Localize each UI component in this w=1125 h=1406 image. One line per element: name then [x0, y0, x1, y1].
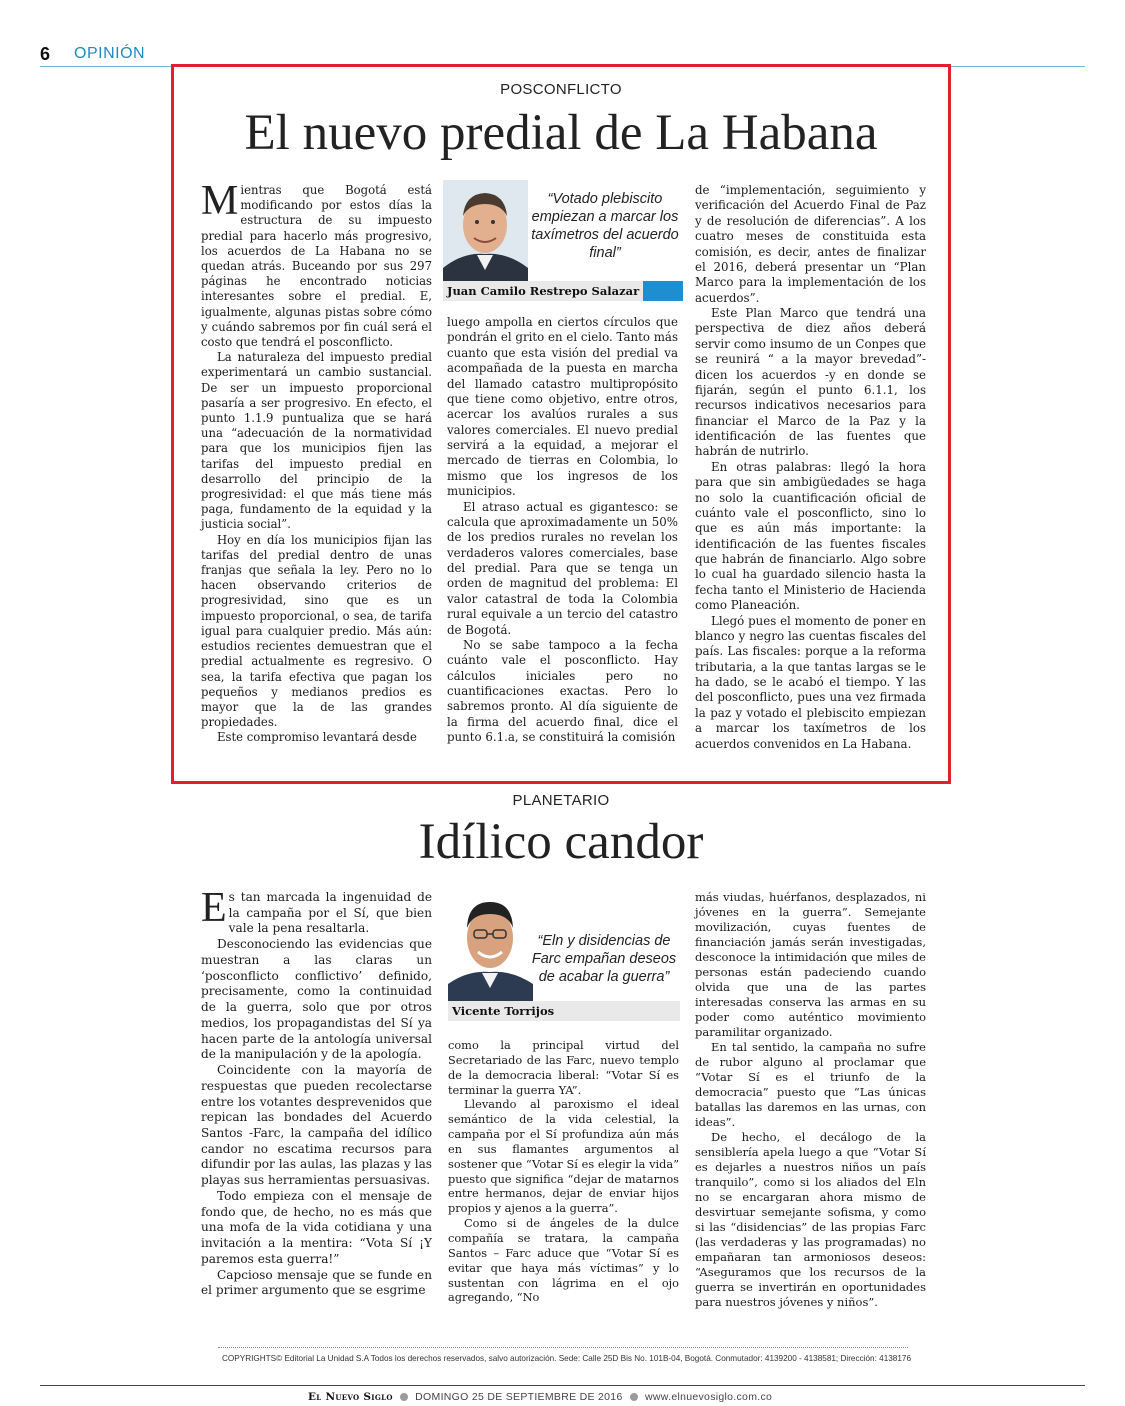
paragraph: Como si de ángeles de la dulce compañía se tratara, la campaña Santos – Farc aduce que “Votar Sí es evitar que haya más víctimas” y lo sustentan con lágrima en el ojo agregando, “No [448, 1216, 679, 1305]
footer-divider [218, 1347, 908, 1348]
pull-quote: “Eln y disidencias de Farc empañan deseos de acabar la guerra” [531, 933, 677, 985]
bottom-rule [40, 1385, 1085, 1386]
paragraph: En otras palabras: llegó la hora para que sin ambigüedades se haga no solo la cuantificación oficial de cuánto vale el posconflicto, sino lo que es aún más importante: la identificación de las fuentes fiscales que habrán de financiarlo. Algo sobre lo cual ha guardado silencio hasta la fecha tanto el Ministerio de Hacienda como Planeación. [695, 459, 926, 613]
article1-kicker: POSCONFLICTO [500, 81, 622, 98]
author-byline [443, 281, 683, 301]
paragraph: De hecho, el decálogo de la sensiblería apela luego a que “Votar Sí es dejarles a nuestros niños un país tranquilo”, como si los aliados del Eln no se encargaran ahora mismo de desvirtuar semejante sofisma, y como si las “disidencias” de las propias Farc (las verdaderas y las programadas) no empañaran tan armoniosos deseos: “Aseguramos que los recursos de la guerra se invertirán en oportunidades para nuestros jóvenes y niños”. [695, 1130, 926, 1310]
paragraph: Este compromiso levantará desde [217, 730, 417, 745]
paragraph: Llevando al paroxismo el ideal semántico de la vida celestial, la campaña por el Sí profundiza aún más en sus flamantes argumentos al sostener que “Votar Sí es elegir la vida” puesto que significa “dejar de matarnos entre hermanos, dejar de enviar hijos propios y ajenos a la guerra”. [448, 1097, 679, 1216]
article2-author-box [448, 888, 680, 1024]
author-name: Juan Camilo Restrepo Salazar [447, 284, 640, 298]
paragraph: Desconociendo las evidencias que muestran a las claras un ‘posconflicto conflictivo’ definido, precisamente, como la continuidad de la guerra, solo que por otros medios, los propagandistas del Sí ya hacen parte de la antología universal de la manipulación y de la apología. [201, 937, 432, 1062]
paragraph: como la principal virtud del Secretariado de las Farc, nuevo templo de la democracia liberal: “Votar Sí es terminar la guerra YA”. [448, 1038, 679, 1097]
article2-headline: Idílico candor [418, 814, 704, 870]
paragraph: Llegó pues el momento de poner en blanco y negro las cuentas fiscales del país. Las fiscales: porque a la reforma tributaria, a la que tantas largas se le ha dado, se le acabó el tiempo. Y las del posconflicto, pues una vez firmada la paz y votado el plebiscito empiezan a marcar los taxímetros de los acuerdos convenidos en La Habana. [695, 613, 926, 751]
article1-author-box [443, 180, 683, 300]
newspaper-brand: El Nuevo Siglo [308, 1391, 393, 1403]
website-url: www.elnuevosiglo.com.co [645, 1391, 773, 1403]
article2-column-3 [695, 890, 926, 1310]
byline-accent-bar [643, 281, 683, 301]
page-number: 6 [40, 44, 51, 64]
paragraph: más viudas, huérfanos, desplazados, ni jóvenes en la guerra”. Semejante movilización, cuyas fuentes de financiación jamás serán investigadas, desconoce la intimidación que miles de personas están padeciendo cuando olvida que una de las partes interesadas conserva las armas en su poder como auténtico movimiento paramilitar organizado. [695, 890, 926, 1040]
paragraph: No se sabe tampoco a la fecha cuánto vale el posconflicto. Hay cálculos iniciales pero no cuantificaciones exactas. Pero lo sabremos pronto. Al día siguiente de la firma del acuerdo final, dice el punto 6.1.a, se constituirá la comisión [447, 637, 678, 745]
paragraph: El atraso actual es gigantesco: se calcula que aproximadamente un 50% de los predios rurales no revelan los verdaderos valores comerciales, base del predial. Para que se tenga un orden de magnitud del problema: El valor catastral de toda la Colombia rural equivale a un tercio del catastro de Bogotá. [447, 499, 678, 637]
drop-cap: M [201, 178, 239, 224]
bullet-icon [630, 1393, 638, 1401]
copyright-notice: COPYRIGHTS© Editorial La Unidad S.A Todos los derechos reservados, salvo autorización. Sede: Calle 25D Bis No. 101B-04, Bogotá. Conmutador: 4139200 - 4138581; Dirección: 4138176 [222, 1354, 912, 1363]
article1-headline: El nuevo predial de La Habana [244, 105, 878, 161]
paragraph: Coincidente con la mayoría de respuestas que pueden recolectarse entre los votantes desprevenidos que repican las bondades del Acuerdo Santos -Farc, la campaña del idílico candor no escatima recursos para difundir por las aulas, las plazas y las playas sus herramientas persuasivas. [201, 1063, 432, 1188]
article2-column-2 [448, 1038, 679, 1305]
article1-column-3 [695, 183, 926, 752]
author-photo [443, 180, 528, 285]
paragraph: En tal sentido, la campaña no sufre de rubor alguno al proclamar que “Votar Sí es el triunfo de la democracia” puesto que “Las únicas batallas las daremos en las urnas, con ideas”. [695, 1040, 926, 1130]
bullet-icon [400, 1393, 408, 1401]
article2-kicker: PLANETARIO [512, 792, 610, 809]
paragraph: Hoy en día los municipios fijan las tarifas del predial dentro de unas franjas que señala la ley. Pero no lo hacen observando criterios de progresividad, sino que es un impuesto proporcional, o sea, de tarifa igual para cualquier predio. Más aún: estudios recientes demuestran que el predial actualmente es regresivo. O sea, la tarifa efectiva que pagan los pequeños y medianos predios es mayor que la de las grandes propiedades. [201, 532, 432, 730]
publication-date: DOMINGO 25 DE SEPTIEMBRE DE 2016 [415, 1391, 623, 1403]
author-name: Vicente Torrijos [452, 1004, 555, 1018]
paragraph: Este Plan Marco que tendrá una perspectiva de diez años deberá servir como insumo de un Conpes que se reunirá “ a la mayor brevedad”- dicen los acuerdos -y en donde se fijarán, según el punto 6.1.1, los recursos indicativos necesarios para financiar el Marco de la Paz y la identificación de las fuentes que habrán de nutrirlo. [695, 306, 926, 459]
paragraph: La naturaleza del impuesto predial experimentará un cambio sustancial. De ser un impuesto proporcional pasaría a ser progresivo. En efecto, el punto 1.1.9 puntualiza que se hará una “adecuación de la normatividad para que los municipios fijen las tarifas del impuesto predial en desarrollo del principio de la progresividad: el que más tiene más paga, fundamento de la equidad y la justicia social”. [201, 350, 432, 532]
paragraph: de “implementación, seguimiento y verificación del Acuerdo Final de Paz y de resolución de diferencias”. A los cuatro meses de constituida esta comisión, es decir, antes de finalizar el 2016, deberá presentar un “Plan Marco para la implementación de los acuerdos”. [695, 183, 926, 305]
author-photo [448, 888, 533, 1003]
article1-column-2 [447, 315, 678, 746]
bottom-bar [308, 1391, 772, 1403]
paragraph: Mientras que Bogotá está modificando por estos días la estructura de su impuesto predial para hacerlo más progresivo, los acuerdos de La Habana no se quedan atrás. Buceando por sus 297 páginas he encontrado noticias interesantes sobre el predial. E, igualmente, algunas pistas sobre cómo y cuándo sabremos por fin cuál será el costo que tendrá el posconflicto. [201, 178, 432, 350]
article1-column-1 [201, 178, 432, 746]
pull-quote: “Votado plebiscito empiezan a marcar los taxímetros del acuerdo final” [531, 191, 679, 261]
article2-column-1 [201, 885, 432, 1299]
author-byline [448, 1001, 680, 1021]
paragraph: Todo empieza con el mensaje de fondo que, de hecho, no es más que una mofa de la vida cotidiana y una invitación a la mentira: “Vota Sí ¡Y paremos esta guerra!” [201, 1188, 432, 1266]
paragraph: Es tan marcada la ingenuidad de la campaña por el Sí, que bien vale la pena resaltarla. [201, 885, 432, 936]
section-label: OPINIÓN [74, 45, 146, 62]
drop-cap: E [201, 885, 227, 931]
paragraph: luego ampolla en ciertos círculos que pondrán el grito en el cielo. Tanto más cuanto que esta visión del predial va acompañada de la puesta en marcha del llamado catastro multipropósito que tiene como objetivo, entre otros, acercar los avalúos rurales a sus valores comerciales. El nuevo predial servirá a la equidad, a mejorar el mercado de tierras en Colombia, lo mismo que los ingresos de los municipios. [447, 315, 678, 499]
paragraph: Capcioso mensaje que se funde en el primer argumento que se esgrime [201, 1267, 432, 1298]
